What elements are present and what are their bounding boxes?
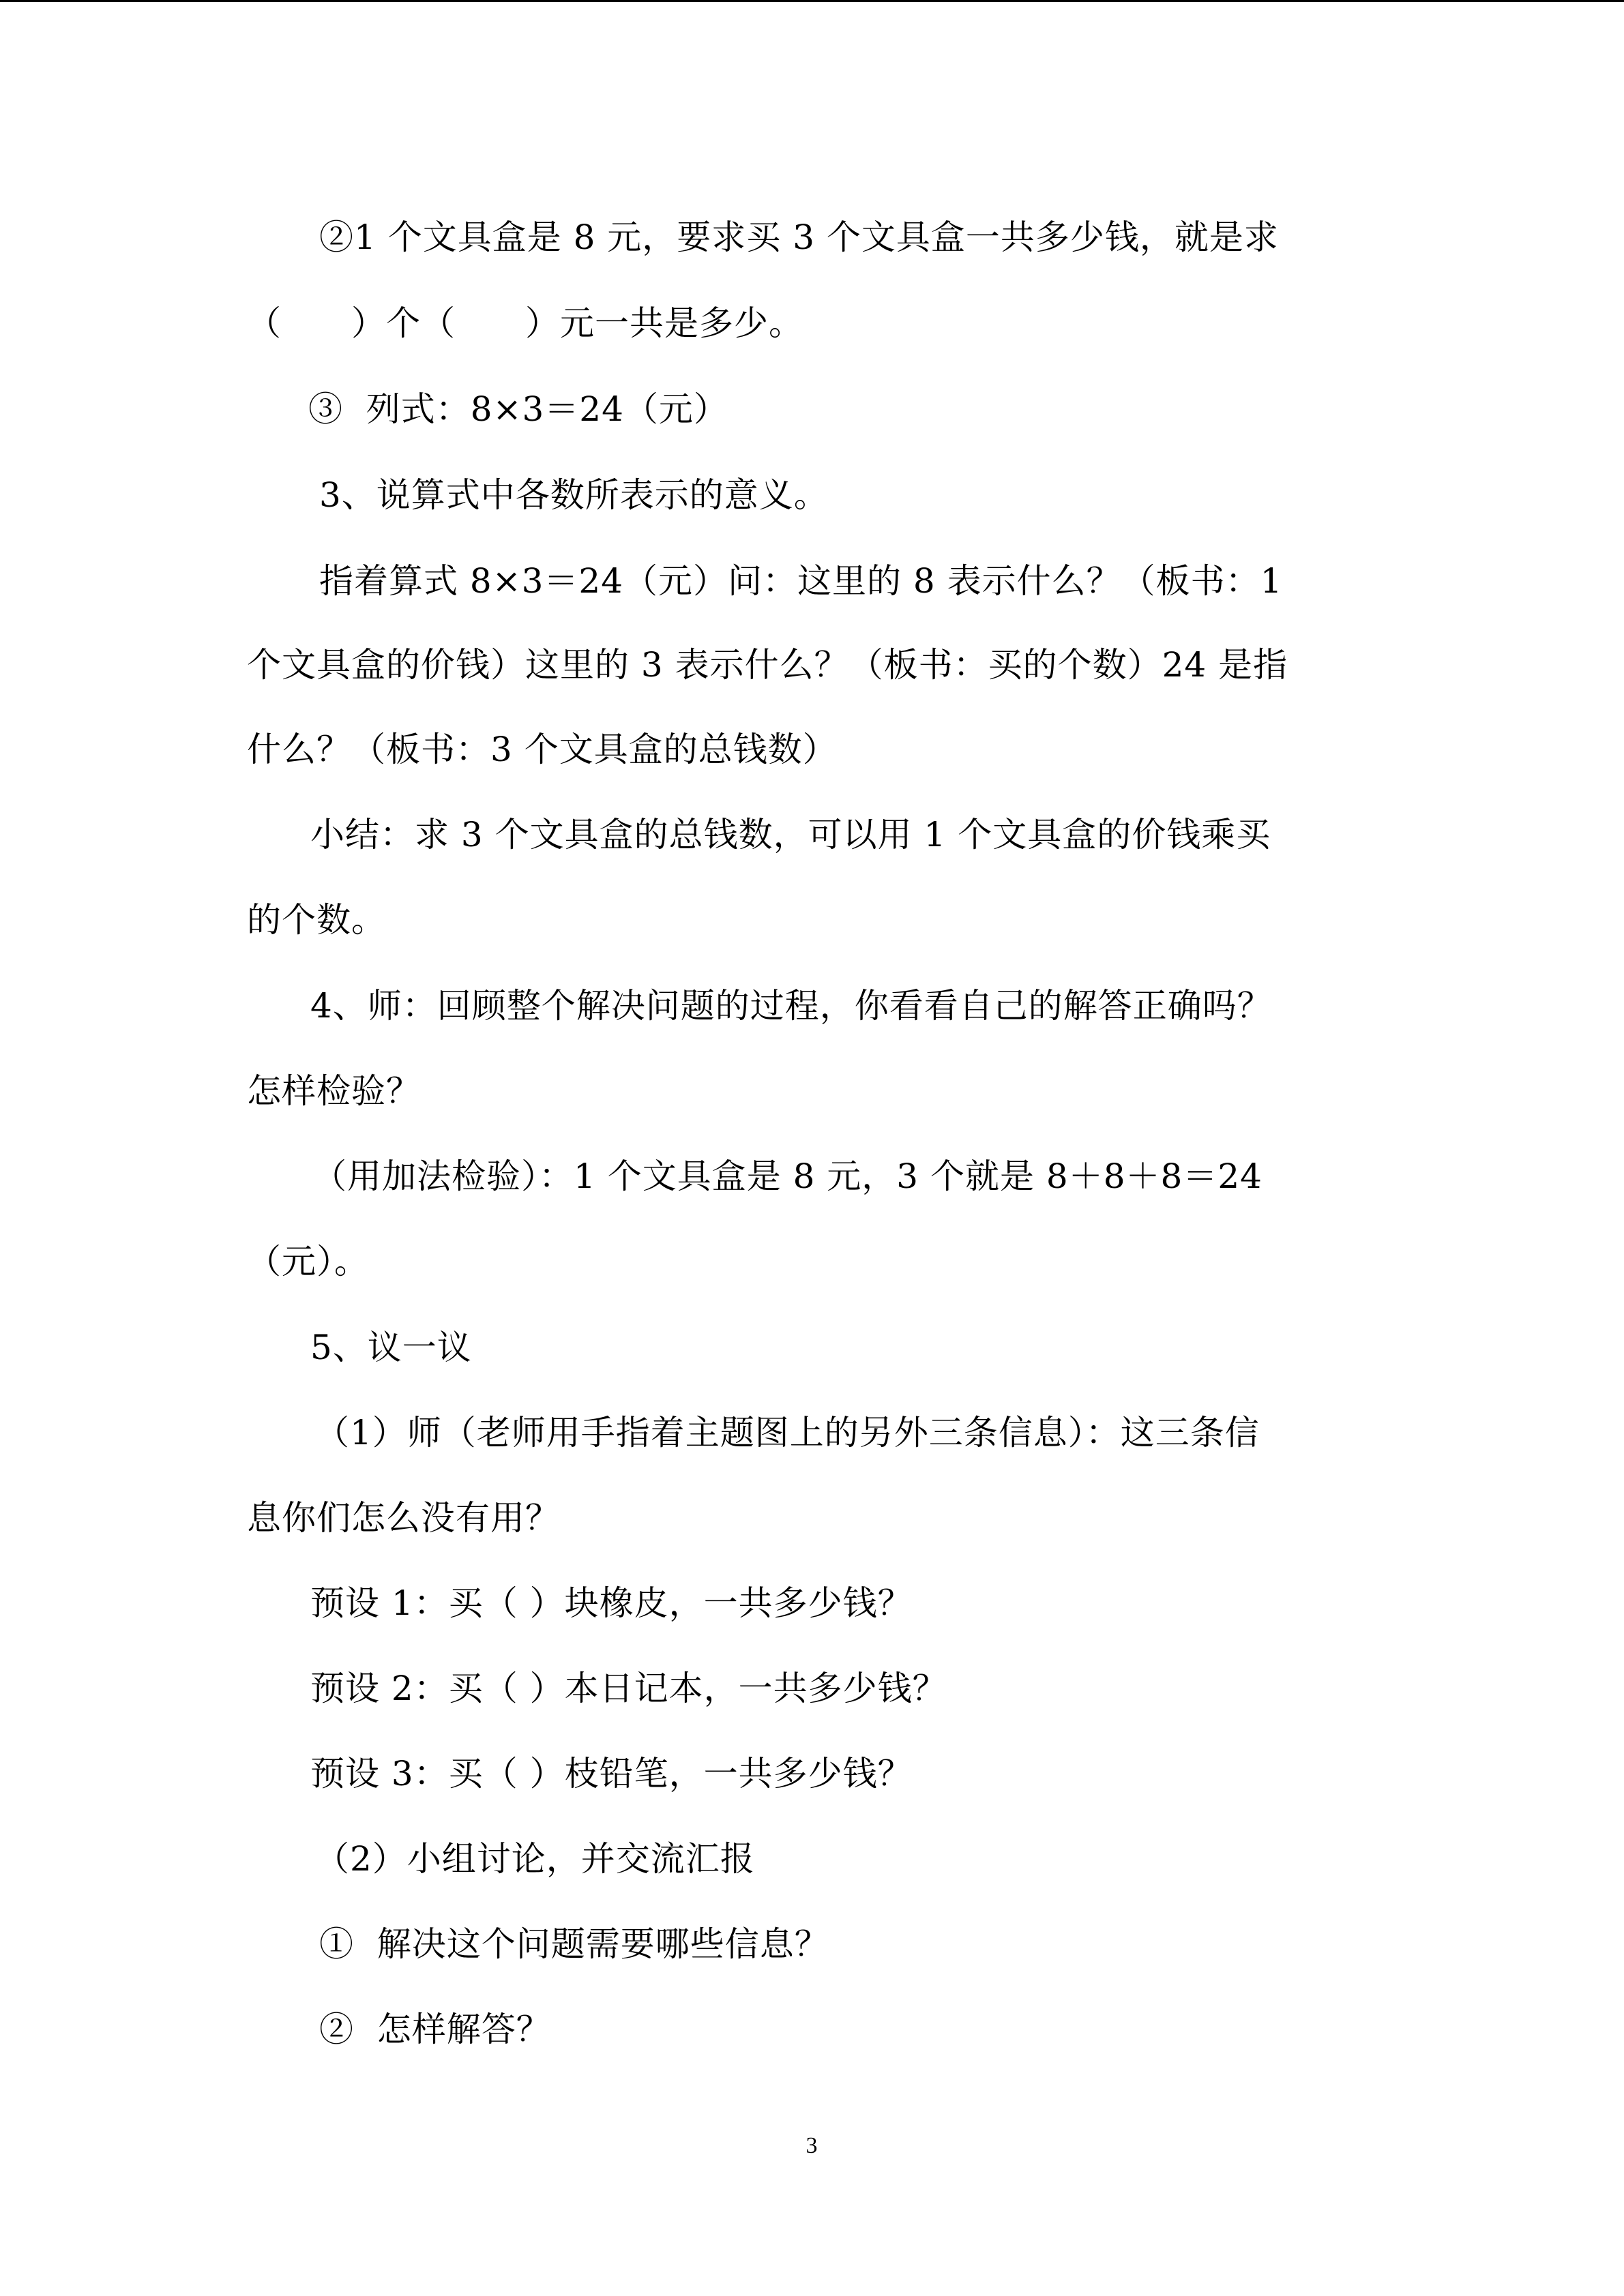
text-line: ① 解决这个问题需要哪些信息？ (319, 1924, 829, 1964)
text-line: 息你们怎么没有用？ (247, 1498, 560, 1538)
text-line: 小结：求 3 个文具盒的总钱数，可以用 1 个文具盒的价钱乘买 (310, 815, 1271, 854)
text-line: （2）小组讨论，并交流汇报 (315, 1839, 755, 1879)
page-number: 3 (806, 2133, 818, 2158)
text-line: 什么？（板书：3 个文具盒的总钱数） (247, 730, 838, 769)
text-line: 4、师：回顾整个解决问题的过程，你看看自己的解答正确吗？ (310, 986, 1272, 1026)
text-line: 5、议一议 (310, 1328, 472, 1367)
text-line: 预设 3：买（ ）枝铅笔，一共多少钱？ (310, 1754, 913, 1793)
text-line: 个文具盒的价钱）这里的 3 表示什么？（板书：买的个数）24 是指 (247, 645, 1288, 685)
text-line: （用加法检验）：1 个文具盒是 8 元，3 个就是 8＋8＋8＝24 (312, 1157, 1263, 1196)
text-line: ③ 列式：8×3＝24（元） (308, 389, 728, 429)
text-line: 的个数。 (247, 900, 386, 940)
text-line: 预设 1：买（ ）块橡皮，一共多少钱？ (310, 1583, 913, 1623)
text-line: （1）师（老师用手指着主题图上的另外三条信息）：这三条信 (315, 1413, 1260, 1452)
text-line: 怎样检验？ (247, 1071, 421, 1111)
text-line: 指着算式 8×3＝24（元）问：这里的 8 表示什么？（板书：1 (319, 561, 1283, 601)
text-line: （ ）个（ ）元一共是多少。 (247, 303, 803, 343)
text-line: （元）。 (247, 1242, 369, 1281)
text-line: 预设 2：买（ ）本日记本，一共多少钱？ (310, 1669, 947, 1708)
text-line: 3、说算式中各数所表示的意义。 (319, 475, 829, 515)
text-line: ② 怎样解答？ (319, 2010, 551, 2049)
text-line: ②1 个文具盒是 8 元，要求买 3 个文具盒一共多少钱，就是求 (319, 218, 1279, 257)
